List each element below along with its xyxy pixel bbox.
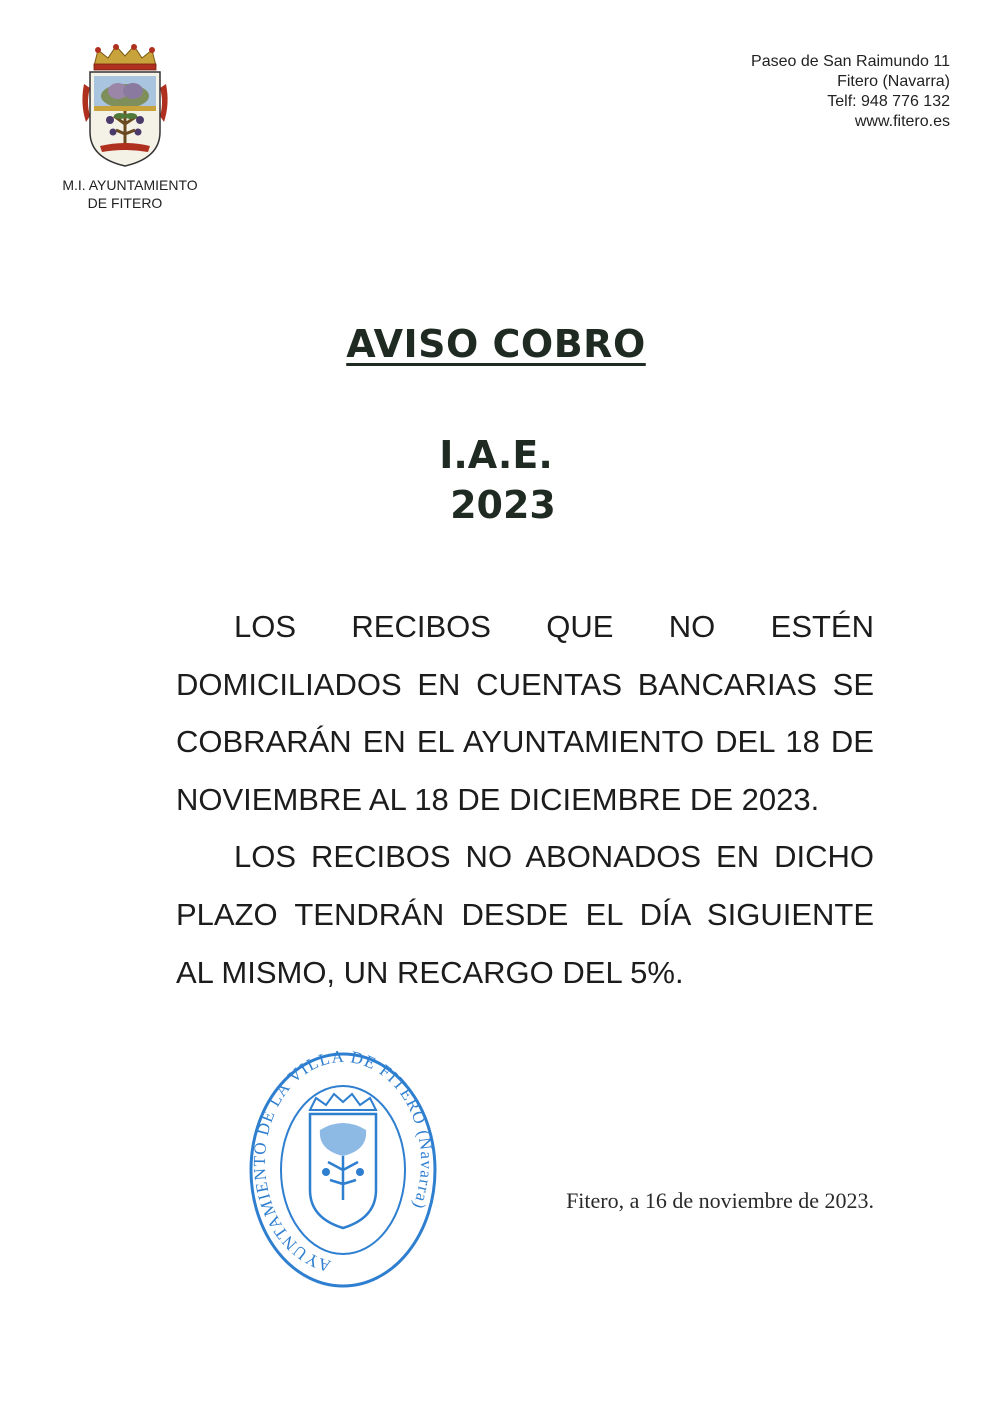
issuer-line-1: M.I. AYUNTAMIENTO (62, 177, 198, 193)
issuer-line-2: DE FITERO (87, 195, 163, 211)
place-and-date: Fitero, a 16 de noviembre de 2023. (566, 1188, 874, 1213)
tax-name: I.A.E. (439, 433, 553, 477)
fitero-coat-of-arms-icon (80, 44, 170, 168)
issuer-name (40, 176, 220, 212)
paragraph-collection-period: LOS RECIBOS QUE NO ESTÉN DOMICILIADOS EN CUENTAS BANCARIAS SE COBRARÁN EN EL AYUNTAMIENTO DEL 18 DE NOVIEMBRE AL 18 DE DICIEMBRE DE 2023. (176, 609, 874, 817)
city: Fitero (Navarra) (837, 73, 950, 90)
tax-year: 2023 (450, 483, 556, 527)
seal-ring-text: AYUNTAMIENTO DE LA VILLA DE FITERO (Navarra) (250, 1050, 437, 1276)
notice-title-text: AVISO COBRO (346, 322, 646, 366)
tax-heading (0, 430, 992, 530)
website: www.fitero.es (854, 113, 950, 130)
notice-title (0, 322, 992, 366)
paragraph-surcharge: LOS RECIBOS NO ABONADOS EN DICHO PLAZO TENDRÁN DESDE EL DÍA SIGUIENTE AL MISMO, UN RECARGO DEL 5%. (176, 839, 874, 990)
municipal-seal-icon (248, 1050, 438, 1290)
address: Paseo de San Raimundo 11 (751, 53, 950, 70)
notice-body (176, 598, 874, 1001)
phone: Telf: 948 776 132 (827, 93, 950, 110)
contact-block (751, 52, 950, 132)
